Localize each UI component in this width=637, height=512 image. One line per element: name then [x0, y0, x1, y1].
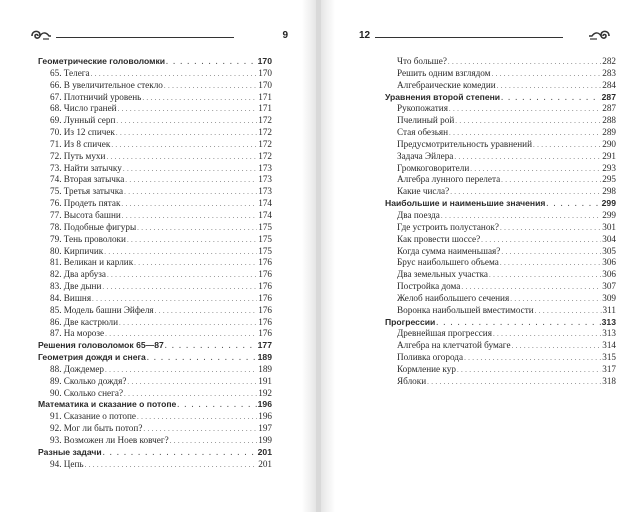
toc-entry [385, 246, 616, 258]
entry-title: 91. Сказание о потопе [50, 411, 136, 422]
running-head [349, 27, 611, 45]
toc-section-heading [385, 92, 616, 104]
entry-title: 92. Мог ли быть потоп? [50, 423, 143, 434]
entry-page-number: 283 [602, 67, 616, 78]
entry-page-number: 293 [602, 162, 616, 173]
entry-title: Уравнения второй степени [385, 91, 501, 102]
toc-entry [38, 139, 272, 151]
entry-page-number: 309 [602, 292, 616, 303]
entry-title: Какие числа? [397, 186, 450, 197]
entry-title: Задача Эйлера [397, 150, 454, 161]
entry-title: 70. Из 12 спичек [50, 127, 115, 138]
page-number: 12 [359, 30, 371, 41]
entry-page-number: 306 [602, 257, 616, 268]
toc-entry [38, 151, 272, 163]
entry-page-number: 171 [258, 103, 272, 114]
entry-title: 67. Плотничий уровень [50, 91, 142, 102]
entry-page-number: 189 [258, 363, 272, 374]
entry-page-number: 301 [602, 221, 616, 232]
entry-page-number: 199 [258, 435, 272, 445]
entry-title: 74. Вторая затычка [50, 174, 125, 185]
toc-entry [38, 411, 272, 423]
entry-title: Яблоки [397, 375, 427, 386]
toc-section-heading [38, 399, 272, 411]
toc-entry [38, 115, 272, 127]
entry-title: 71. Из 8 спичек [50, 138, 111, 149]
toc-entry [385, 305, 616, 317]
entry-page-number: 299 [601, 198, 616, 209]
toc-entry [38, 198, 272, 210]
entry-title: Кормление кур [397, 363, 456, 374]
entry-page-number: 176 [258, 292, 272, 303]
entry-title: Громкоговорители [397, 162, 470, 173]
entry-title: Геометрия дождя и снега [38, 352, 146, 363]
left-page [0, 0, 316, 512]
toc-entry [38, 293, 272, 305]
toc-entry [385, 174, 616, 186]
entry-page-number: 173 [258, 186, 272, 197]
dot-leader [427, 376, 601, 389]
entry-page-number: 172 [258, 150, 272, 161]
entry-page-number: 318 [602, 375, 616, 386]
entry-page-number: 171 [258, 91, 272, 102]
entry-title: 90. Сколько снега? [50, 387, 124, 398]
entry-page-number: 196 [257, 399, 272, 410]
toc-entry [385, 68, 616, 80]
entry-title: Алгебра на клетчатой бумаге [397, 340, 511, 351]
toc-entry [38, 210, 272, 222]
entry-page-number: 174 [258, 209, 272, 220]
entry-title: 84. Вишня [50, 292, 92, 303]
entry-title: 82. Два арбуза [50, 269, 106, 280]
gutter-shadow [321, 0, 335, 512]
toc-entry [38, 281, 272, 293]
toc-entry [38, 328, 272, 340]
running-head [30, 27, 288, 45]
toc-entry [385, 80, 616, 92]
entry-title: 69. Лунный серп [50, 115, 116, 126]
entry-title: Решить одним взглядом [397, 67, 491, 78]
ornament-icon [30, 27, 52, 43]
entry-title: Наибольшие и наименьшие значения [385, 198, 546, 209]
entry-page-number: 177 [257, 340, 272, 351]
entry-page-number: 305 [602, 245, 616, 256]
toc-entry [385, 210, 616, 222]
entry-title: Стая обезьян [397, 127, 449, 138]
entry-page-number: 176 [258, 328, 272, 339]
entry-title: 79. Тень проволоки [50, 233, 126, 244]
entry-title: 65. Телега [50, 67, 90, 78]
entry-title: 77. Высота башни [50, 209, 121, 220]
toc-entry [38, 364, 272, 376]
toc-entry [38, 317, 272, 329]
entry-title: 73. Найти затычку [50, 162, 122, 173]
entry-title: 94. Цепь [50, 458, 84, 469]
entry-page-number: 295 [602, 174, 616, 185]
entry-page-number: 173 [258, 174, 272, 185]
entry-page-number: 315 [602, 352, 616, 363]
header-rule [375, 37, 563, 38]
entry-page-number: 176 [258, 316, 272, 327]
toc-entry [38, 269, 272, 281]
entry-title: Поливка огорода [397, 352, 464, 363]
toc-entry [38, 257, 272, 269]
entry-page-number: 176 [258, 281, 272, 292]
toc-entry [385, 163, 616, 175]
entry-title: Решения головоломок 65—87 [38, 340, 164, 351]
right-page [321, 0, 637, 512]
entry-title: Как провести шоссе? [397, 233, 481, 244]
entry-title: 78. Подобные фигуры [50, 221, 137, 232]
entry-page-number: 298 [602, 186, 616, 197]
toc-entry [385, 139, 616, 151]
entry-title: Два поезда [397, 209, 440, 220]
entry-page-number: 284 [602, 79, 616, 90]
entry-title: Алгебра лунного перелета [397, 174, 501, 185]
entry-page-number: 174 [258, 198, 272, 209]
entry-title: Прогрессии [385, 316, 436, 327]
entry-title: Два земельных участка [397, 269, 488, 280]
toc-entry [385, 127, 616, 139]
toc-entry [385, 222, 616, 234]
entry-page-number: 189 [257, 352, 272, 363]
entry-page-number: 197 [258, 423, 272, 434]
toc-entry [385, 340, 616, 352]
entry-title: Предусмотрительность уравнений [397, 138, 532, 149]
entry-page-number: 289 [602, 127, 616, 138]
toc-entry [38, 459, 272, 471]
table-of-contents [385, 56, 616, 388]
entry-page-number: 299 [602, 209, 616, 220]
entry-title: Древнейшая прогрессия [397, 328, 492, 339]
toc-entry [38, 305, 272, 317]
entry-page-number: 290 [602, 138, 616, 149]
entry-page-number: 170 [257, 56, 272, 66]
gutter-shadow [302, 0, 316, 512]
toc-entry [385, 269, 616, 281]
toc-entry [38, 234, 272, 246]
entry-page-number: 172 [258, 138, 272, 149]
entry-title: 86. Две кастрюли [50, 316, 119, 327]
entry-page-number: 317 [602, 363, 616, 374]
ornament-icon [587, 27, 611, 43]
toc-entry [385, 103, 616, 115]
toc-entry [385, 281, 616, 293]
toc-entry [38, 388, 272, 400]
entry-page-number: 176 [258, 269, 272, 280]
toc-entry [38, 68, 272, 80]
entry-page-number: 313 [602, 328, 616, 339]
entry-page-number: 175 [258, 221, 272, 232]
toc-entry [385, 364, 616, 376]
entry-title: Когда сумма наименьшая? [397, 245, 501, 256]
entry-title: Постройка дома [397, 281, 461, 292]
entry-title: Желоб наибольшего сечения [397, 292, 510, 303]
toc-entry [38, 80, 272, 92]
entry-page-number: 173 [258, 162, 272, 173]
toc-entry [38, 376, 272, 388]
entry-page-number: 176 [258, 257, 272, 268]
dot-leader [85, 459, 258, 472]
toc-entry [38, 174, 272, 186]
entry-title: 93. Возможен ли Ноев ковчег? [50, 435, 169, 445]
toc-entry [38, 423, 272, 435]
entry-title: 87. На морозе [50, 328, 105, 339]
entry-page-number: 192 [258, 387, 272, 398]
entry-title: Геометрические головоломки [38, 56, 166, 66]
entry-title: 66. В увеличительное стекло [50, 79, 163, 90]
entry-title: Математика и сказание о потопе [38, 399, 177, 410]
entry-title: 72. Путь мухи [50, 150, 106, 161]
entry-page-number: 172 [258, 115, 272, 126]
entry-page-number: 291 [602, 150, 616, 161]
entry-page-number: 175 [258, 233, 272, 244]
toc-entry [38, 92, 272, 104]
entry-title: 68. Число граней [50, 103, 117, 114]
entry-page-number: 201 [257, 446, 272, 457]
entry-title: 75. Третья затычка [50, 186, 124, 197]
entry-page-number: 306 [602, 269, 616, 280]
entry-title: 89. Сколько дождя? [50, 375, 127, 386]
toc-entry [38, 103, 272, 115]
toc-entry [385, 257, 616, 269]
entry-title: 76. Продеть пятак [50, 198, 121, 209]
entry-page-number: 282 [602, 56, 616, 66]
entry-page-number: 287 [601, 91, 616, 102]
entry-page-number: 170 [258, 67, 272, 78]
entry-title: Брус наибольшего объема [397, 257, 499, 268]
entry-page-number: 170 [258, 79, 272, 90]
entry-title: Рукопожатия [397, 103, 448, 114]
entry-page-number: 176 [258, 304, 272, 315]
entry-page-number: 288 [602, 115, 616, 126]
entry-page-number: 287 [602, 103, 616, 114]
entry-title: 81. Великан и карлик [50, 257, 134, 268]
toc-entry [385, 376, 616, 388]
toc-entry [38, 435, 272, 447]
entry-page-number: 304 [602, 233, 616, 244]
toc-entry [38, 127, 272, 139]
entry-page-number: 314 [602, 340, 616, 351]
toc-entry [38, 246, 272, 258]
entry-title: 85. Модель башни Эйфеля [50, 304, 154, 315]
table-of-contents [38, 56, 272, 471]
toc-section-heading [38, 56, 272, 68]
entry-title: Алгебраические комедии [397, 79, 496, 90]
header-rule [56, 37, 234, 38]
entry-page-number: 201 [258, 458, 272, 469]
toc-section-heading [385, 317, 616, 329]
page-number: 9 [282, 30, 288, 41]
entry-page-number: 191 [258, 375, 272, 386]
entry-title: 80. Кирпичик [50, 245, 104, 256]
entry-title: Где устроить полустанок? [397, 221, 499, 232]
toc-entry [385, 352, 616, 364]
toc-section-heading [385, 198, 616, 210]
entry-page-number: 172 [258, 127, 272, 138]
toc-entry [38, 186, 272, 198]
entry-page-number: 307 [602, 281, 616, 292]
toc-entry [385, 151, 616, 163]
entry-title: Пчелиный рой [397, 115, 455, 126]
toc-section-heading [38, 352, 272, 364]
toc-entry [385, 328, 616, 340]
toc-entry [385, 56, 616, 68]
toc-entry [38, 163, 272, 175]
toc-entry [385, 186, 616, 198]
toc-entry [38, 222, 272, 234]
entry-title: 88. Дождемер [50, 363, 104, 374]
toc-section-heading [38, 340, 272, 352]
entry-page-number: 196 [258, 411, 272, 422]
entry-title: 83. Две дыни [50, 281, 102, 292]
entry-page-number: 175 [258, 245, 272, 256]
entry-page-number: 311 [602, 304, 616, 315]
toc-section-heading [38, 447, 272, 459]
entry-title: Разные задачи [38, 446, 102, 457]
toc-entry [385, 115, 616, 127]
toc-entry [385, 293, 616, 305]
entry-title: Что больше? [397, 56, 447, 66]
toc-entry [385, 234, 616, 246]
entry-page-number: 313 [601, 316, 616, 327]
entry-title: Воронка наибольшей вместимости [397, 304, 534, 315]
